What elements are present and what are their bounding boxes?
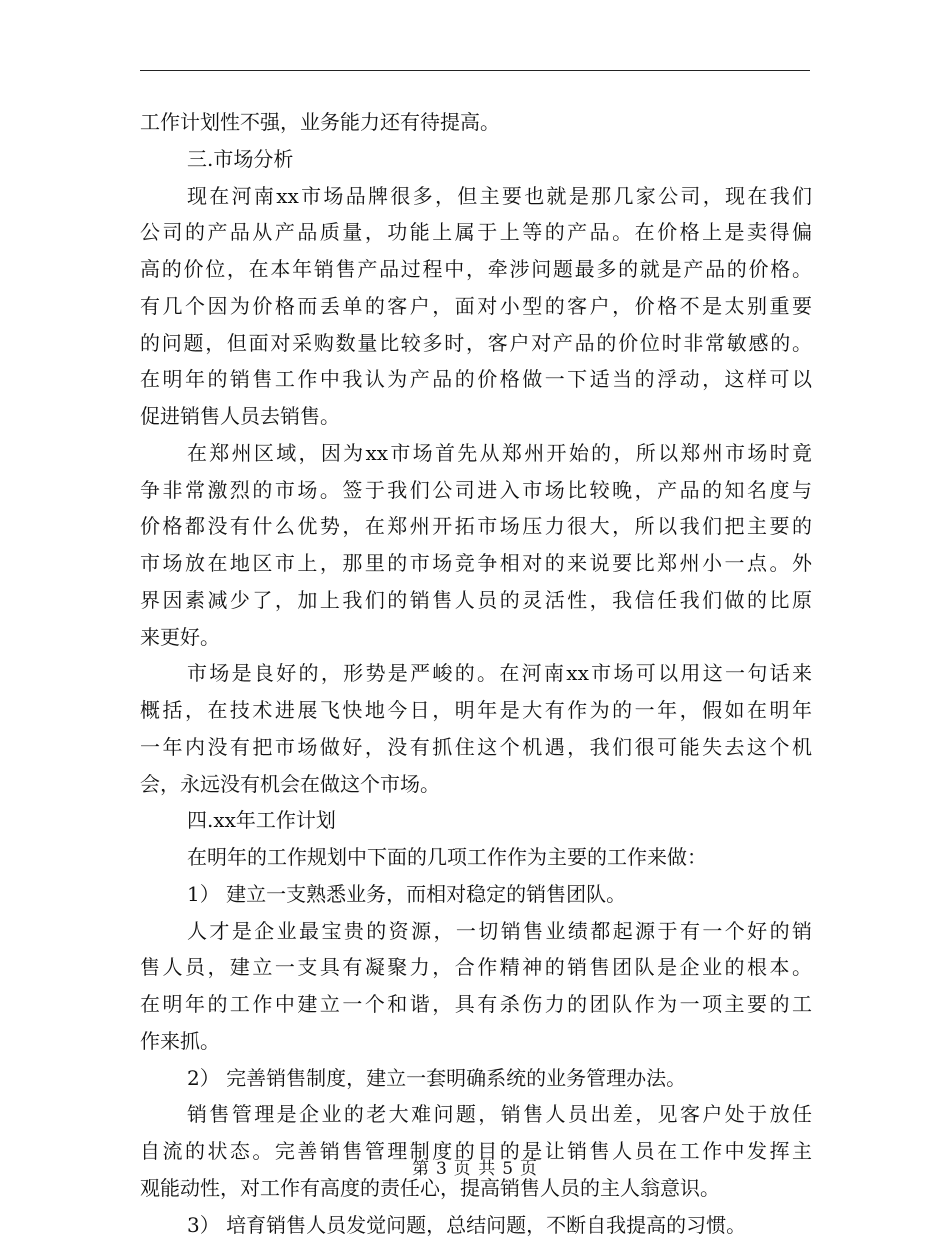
text-line: 2） 完善销售制度，建立一套明确系统的业务管理办法。 <box>140 1060 812 1097</box>
text-line: 会，永远没有机会在做这个市场。 <box>140 766 812 803</box>
text-line: 四.xx年工作计划 <box>140 802 812 839</box>
text-line: 1） 建立一支熟悉业务，而相对稳定的销售团队。 <box>140 876 812 913</box>
text-line: 在郑州区域，因为xx市场首先从郑州开始的，所以郑州市场时竟 <box>140 435 812 472</box>
footer-total-pages: 5 <box>502 1159 514 1179</box>
text-line: 概括，在技术进展飞快地今日，明年是大有作为的一年，假如在明年 <box>140 692 812 729</box>
text-line: 的问题，但面对采购数量比较多时，客户对产品的价位时非常敏感的。 <box>140 325 812 362</box>
text-line: 作来抓。 <box>140 1023 812 1060</box>
text-line: 市场放在地区市上，那里的市场竞争相对的来说要比郑州小一点。外 <box>140 545 812 582</box>
text-line: 一年内没有把市场做好，没有抓住这个机遇，我们很可能失去这个机 <box>140 729 812 766</box>
text-line: 3） 培育销售人员发觉问题，总结问题，不断自我提高的习惯。 <box>140 1207 812 1243</box>
text-line: 来更好。 <box>140 619 812 656</box>
header-rule <box>140 70 810 71</box>
text-line: 价格都没有什么优势，在郑州开拓市场压力很大，所以我们把主要的 <box>140 508 812 545</box>
text-line: 售人员，建立一支具有凝聚力，合作精神的销售团队是企业的根本。 <box>140 949 812 986</box>
text-line: 销售管理是企业的老大难问题，销售人员出差，见客户处于放任 <box>140 1096 812 1133</box>
text-line: 市场是良好的，形势是严峻的。在河南xx市场可以用这一句话来 <box>140 655 812 692</box>
text-line: 争非常激烈的市场。签于我们公司进入市场比较晚，产品的知名度与 <box>140 472 812 509</box>
text-line: 高的价位，在本年销售产品过程中，牵涉问题最多的就是产品的价格。 <box>140 251 812 288</box>
footer-prefix: 第 <box>412 1159 430 1179</box>
page-footer <box>0 1154 950 1179</box>
text-line: 三.市场分析 <box>140 141 812 178</box>
text-line: 促进销售人员去销售。 <box>140 398 812 435</box>
text-line: 界因素减少了，加上我们的销售人员的灵活性，我信任我们做的比原 <box>140 582 812 619</box>
text-line: 人才是企业最宝贵的资源，一切销售业绩都起源于有一个好的销 <box>140 913 812 950</box>
text-line: 自流的状态。完善销售管理制度的目的是让销售人员在工作中发挥主 <box>140 1133 812 1170</box>
text-line: 观能动性，对工作有高度的责任心，提高销售人员的主人翁意识。 <box>140 1170 812 1207</box>
footer-mid: 页 共 <box>454 1159 496 1179</box>
text-line: 在明年的销售工作中我认为产品的价格做一下适当的浮动，这样可以 <box>140 361 812 398</box>
text-line: 在明年的工作中建立一个和谐，具有杀伤力的团队作为一项主要的工 <box>140 986 812 1023</box>
text-line: 有几个因为价格而丢单的客户，面对小型的客户，价格不是太别重要 <box>140 288 812 325</box>
text-line: 在明年的工作规划中下面的几项工作作为主要的工作来做： <box>140 839 812 876</box>
footer-page-number: 3 <box>436 1159 448 1179</box>
text-line: 现在河南xx市场品牌很多，但主要也就是那几家公司，现在我们 <box>140 178 812 215</box>
text-line: 工作计划性不强，业务能力还有待提高。 <box>140 104 812 141</box>
footer-suffix: 页 <box>520 1159 538 1179</box>
document-body <box>140 104 812 1243</box>
text-line: 公司的产品从产品质量，功能上属于上等的产品。在价格上是卖得偏 <box>140 214 812 251</box>
